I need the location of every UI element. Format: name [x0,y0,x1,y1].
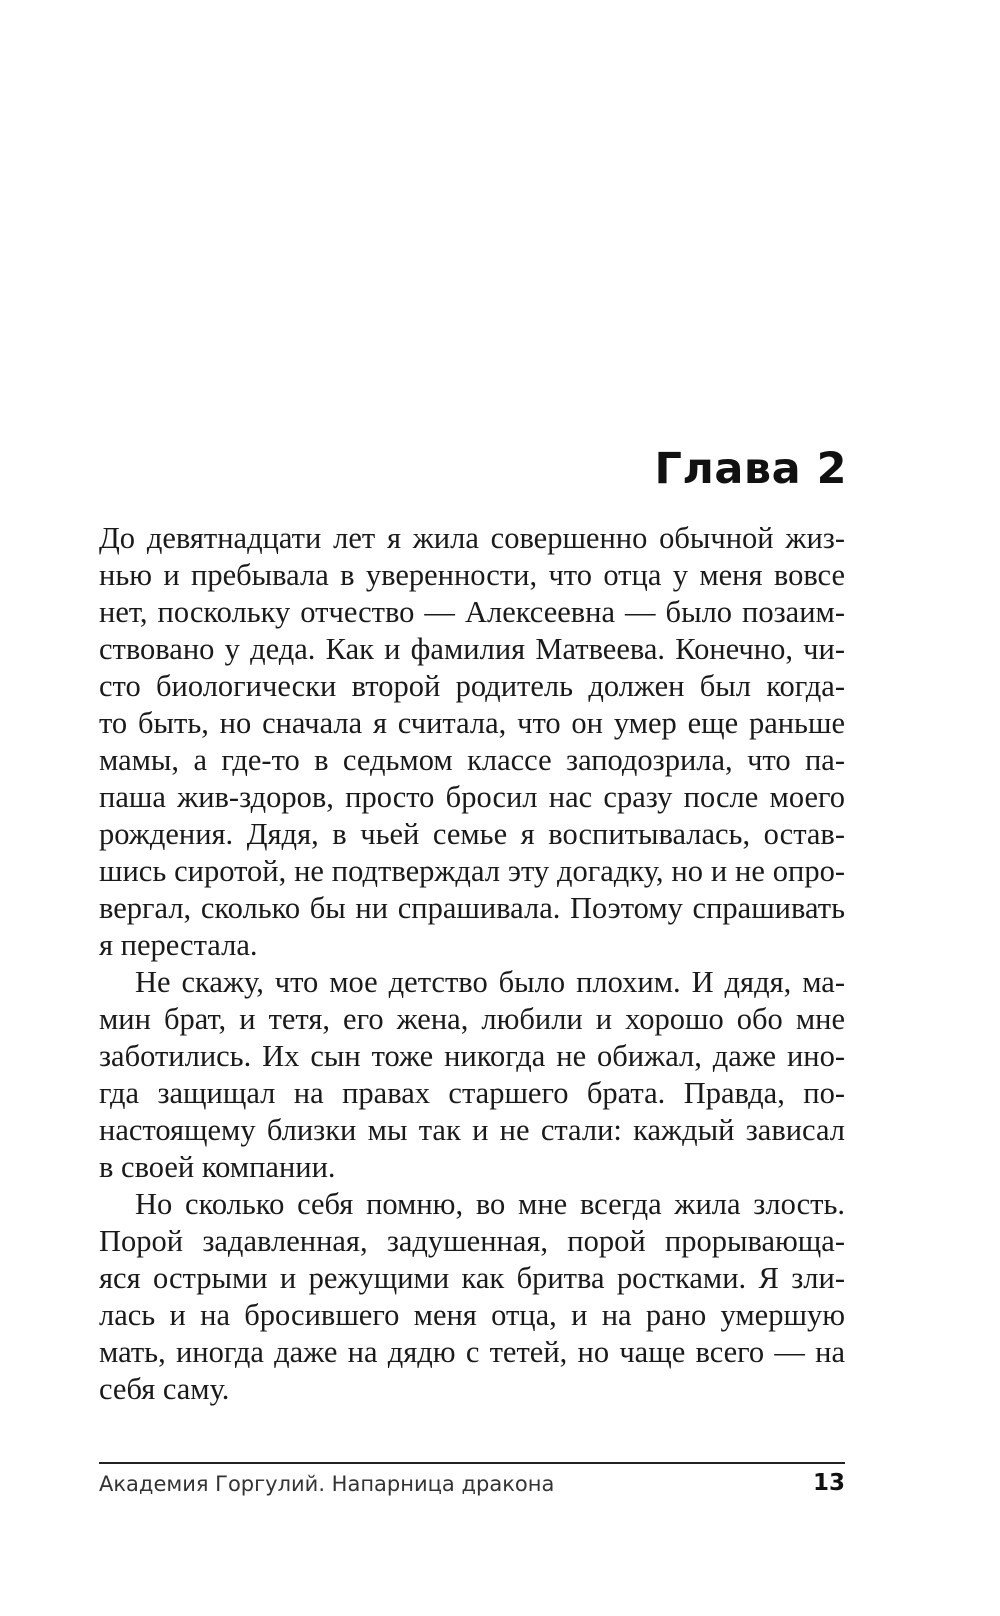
body-text [99,520,845,1408]
text-line: Но сколько себя помню, во мне всегда жила злость. [135,1187,845,1221]
paragraph-2 [99,964,845,1186]
text-line: ствовано у деда. Как и фамилия Матвеева. Конечно, чи- [99,632,845,666]
text-line: гда защищал на правах старшего брата. Правда, по- [99,1076,845,1110]
text-line: мать, иногда даже на дядю с тетей, но чаще всего — на [99,1335,845,1369]
footer-divider [99,1462,845,1464]
text-line: то быть, но сначала я считала, что он умер еще раньше [99,706,845,740]
page-number: 13 [812,1470,845,1496]
text-line: До девятнадцати лет я жила совершенно обычной жиз- [99,521,845,555]
text-line: нет, поскольку отчество — Алексеевна — было позаим- [99,595,845,629]
text-line: в своей компании. [99,1150,336,1184]
text-line: настоящему близки мы так и не стали: каждый зависал [99,1113,845,1147]
text-line: Порой задавленная, задушенная, порой прорывающа- [99,1224,845,1258]
text-line: мин брат, и тетя, его жена, любили и хорошо обо мне [99,1002,845,1036]
text-line: нью и пребывала в уверенности, что отца у меня вовсе [99,558,845,592]
text-line: Не скажу, что мое детство было плохим. И дядя, ма- [135,965,845,999]
text-line: я перестала. [99,928,258,962]
text-line: себя саму. [99,1372,230,1406]
text-line: рождения. Дядя, в чьей семье я воспитывалась, остав- [99,817,845,851]
text-line: сто биологически второй родитель должен был когда- [99,669,845,703]
paragraph-3 [99,1186,845,1408]
paragraph-1 [99,520,845,964]
chapter-title: Глава 2 [654,444,847,494]
text-line: заботились. Их сын тоже никогда не обижал, даже ино- [99,1039,845,1073]
text-line: лась и на бросившего меня отца, и на рано умершую [99,1298,845,1332]
running-footer-title: Академия Горгулий. Напарница дракона [99,1472,555,1496]
text-line: мамы, а где-то в седьмом классе заподозрила, что па- [99,743,845,777]
text-line: паша жив-здоров, просто бросил нас сразу после моего [99,780,845,814]
text-line: яся острыми и режущими как бритва ростками. Я зли- [99,1261,845,1295]
text-line: вергал, сколько бы ни спрашивала. Поэтому спрашивать [99,891,845,925]
text-line: шись сиротой, не подтверждал эту догадку, но и не опро- [99,854,845,888]
